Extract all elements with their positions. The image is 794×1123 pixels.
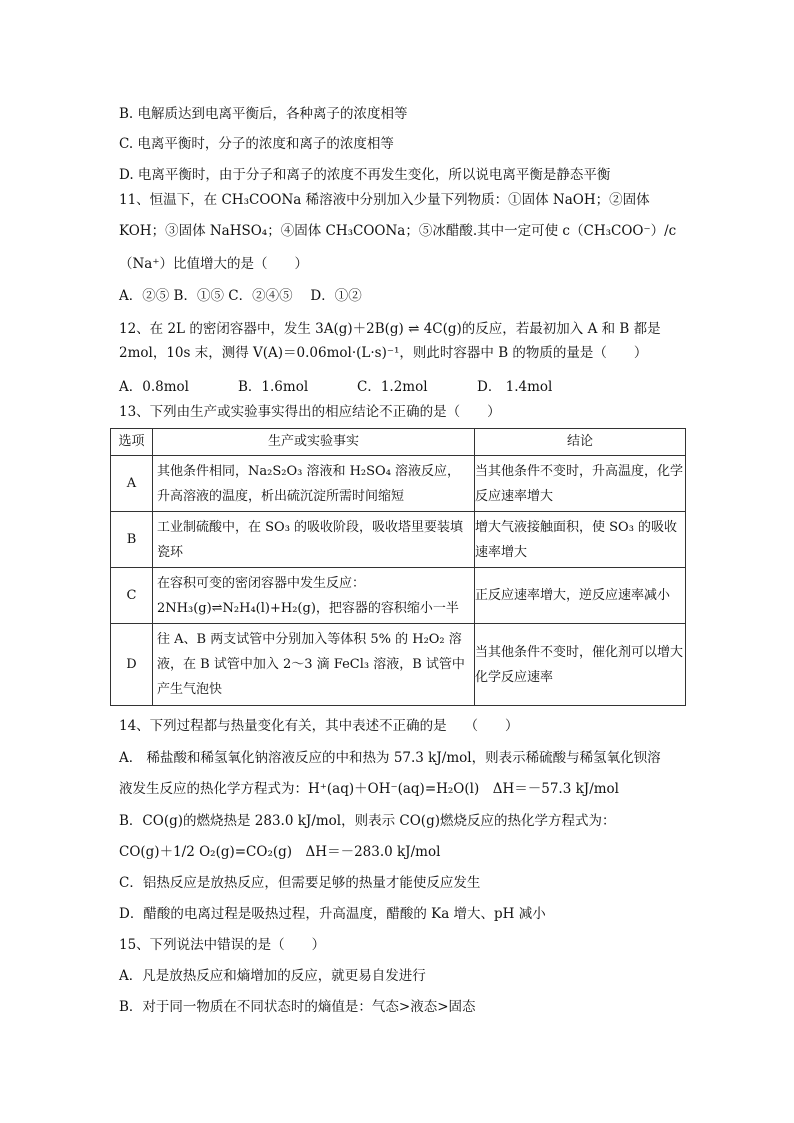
q15-option-a: A．凡是放热反应和熵增加的反应，就更易自发进行 bbox=[119, 968, 426, 984]
q10-option-b: B. 电解质达到电离平衡后，各种离子的浓度相等 bbox=[119, 106, 408, 122]
q12-stem-line-1: 12、在 2L 的密闭容器中，发生 3A(g)＋2B(g) ⇌ 4C(g)的反应，若最初加入 A 和 B 都是 bbox=[119, 321, 661, 337]
row-fact: 工业制硫酸中，在 SO₃ 的吸收阶段，吸收塔里要装填瓷环 bbox=[153, 512, 475, 568]
table-row bbox=[111, 568, 686, 624]
q14-option-c: C．铝热反应是放热反应，但需要足够的热量才能使反应发生 bbox=[119, 875, 481, 891]
row-fact: 往 A、B 两支试管中分别加入等体积 5% 的 H₂O₂ 溶液，在 B 试管中加入 2～3 滴 FeCl₃ 溶液，B 试管中产生气泡快 bbox=[153, 624, 475, 706]
q13-stem: 13、下列由生产或实验事实得出的相应结论不正确的是（ ） bbox=[119, 404, 501, 420]
row-conclusion: 当其他条件不变时，催化剂可以增大化学反应速率 bbox=[475, 624, 686, 706]
row-option: A bbox=[111, 456, 153, 512]
q14-option-a-line-1: A． 稀盐酸和稀氢氧化钠溶液反应的中和热为 57.3 kJ/mol，则表示稀硫酸与稀氢氧化钡溶 bbox=[119, 750, 661, 766]
row-conclusion: 增大气液接触面积，使 SO₃ 的吸收速率增大 bbox=[475, 512, 686, 568]
q12-option-c: C．1.2mol bbox=[357, 379, 428, 395]
q10-option-c: C. 电离平衡时，分子的浓度和离子的浓度相等 bbox=[119, 136, 394, 152]
row-fact: 在容积可变的密闭容器中发生反应：2NH₃(g)⇌N₂H₄(l)+H₂(g)，把容器的容积缩小一半 bbox=[153, 568, 475, 624]
q14-option-d: D．醋酸的电离过程是吸热过程，升高温度，醋酸的 Ka 增大、pH 减小 bbox=[119, 906, 546, 922]
header-option: 选项 bbox=[111, 429, 153, 456]
header-fact: 生产或实验事实 bbox=[153, 429, 475, 456]
q12-option-d: D． 1.4mol bbox=[477, 379, 553, 395]
row-conclusion: 当其他条件不变时，升高温度，化学反应速率增大 bbox=[475, 456, 686, 512]
q12-option-b: B．1.6mol bbox=[238, 379, 309, 395]
row-option: B bbox=[111, 512, 153, 568]
q15-stem: 15、下列说法中错误的是（ ） bbox=[119, 937, 326, 953]
q11-stem-line-1: 11、恒温下，在 CH₃COONa 稀溶液中分别加入少量下列物质：①固体 NaOH；②固体 bbox=[119, 192, 650, 208]
row-conclusion: 正反应速率增大，逆反应速率减小 bbox=[475, 568, 686, 624]
q13-table bbox=[110, 428, 686, 706]
q11-stem-line-2: KOH；③固体 NaHSO₄；④固体 CH₃COONa；⑤冰醋酸.其中一定可使 c（CH₃COO⁻）/c bbox=[119, 223, 677, 239]
row-option: C bbox=[111, 568, 153, 624]
row-option: D bbox=[111, 624, 153, 706]
q11-stem-line-3: （Na⁺）比值增大的是（ ） bbox=[119, 256, 308, 272]
table-row bbox=[111, 512, 686, 568]
q15-option-b: B．对于同一物质在不同状态时的熵值是：气态>液态>固态 bbox=[119, 999, 476, 1015]
table-row bbox=[111, 624, 686, 706]
table-header-row bbox=[111, 429, 686, 456]
table-row bbox=[111, 456, 686, 512]
q14-stem: 14、下列过程都与热量变化有关，其中表述不正确的是 （ ） bbox=[119, 718, 519, 734]
q12-stem-line-2: 2mol，10s 末，测得 V(A)＝0.06mol·(L·s)⁻¹，则此时容器中 B 的物质的量是（ ） bbox=[119, 345, 648, 361]
q11-options: A．②⑤ B．①⑤ C．②④⑤ D．①② bbox=[119, 288, 362, 304]
q12-option-a: A．0.8mol bbox=[119, 379, 189, 395]
q10-option-d: D. 电离平衡时，由于分子和离子的浓度不再发生变化，所以说电离平衡是静态平衡 bbox=[119, 167, 611, 183]
header-conclusion: 结论 bbox=[475, 429, 686, 456]
q14-option-b-line-2: CO(g)＋1/2 O₂(g)=CO₂(g) ΔH＝－283.0 kJ/mol bbox=[119, 844, 441, 860]
row-fact: 其他条件相同，Na₂S₂O₃ 溶液和 H₂SO₄ 溶液反应，升高溶液的温度，析出硫沉淀所需时间缩短 bbox=[153, 456, 475, 512]
q14-option-b-line-1: B．CO(g)的燃烧热是 283.0 kJ/mol，则表示 CO(g)燃烧反应的热化学方程式为： bbox=[119, 813, 616, 829]
q14-option-a-line-2: 液发生反应的热化学方程式为：H⁺(aq)＋OH⁻(aq)=H₂O(l) ΔH＝－57.3 kJ/mol bbox=[119, 781, 619, 797]
